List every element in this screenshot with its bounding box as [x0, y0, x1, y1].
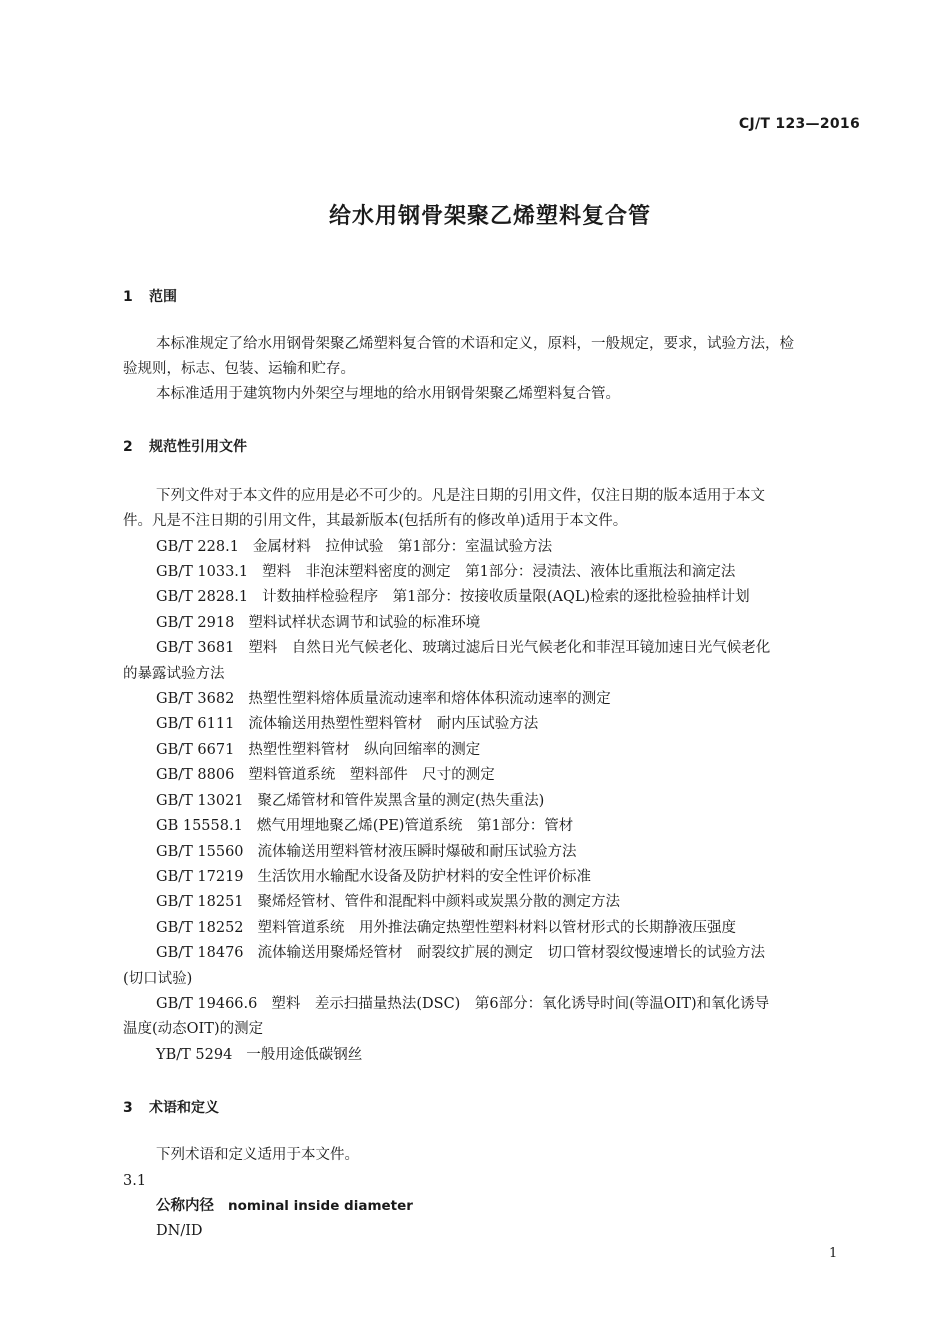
scope-paragraph-1-line-1: 本标准规定了给水用钢骨架聚乙烯塑料复合管的术语和定义，原料，一般规定，要求，试验方法，检 — [156, 336, 794, 352]
reference-code: GB/T 2828.1 — [156, 589, 249, 605]
section-3-heading — [123, 1097, 219, 1117]
document-title: 给水用钢骨架聚乙烯塑料复合管 — [328, 204, 651, 229]
reference-item — [156, 867, 591, 887]
reference-code: GB/T 6671 — [156, 742, 235, 758]
reference-item — [156, 562, 735, 582]
reference-item — [156, 613, 480, 633]
reference-title: 塑料 差示扫描量热法(DSC) 第6部分：氧化诱导时间(等温OIT)和氧化诱导 — [271, 996, 770, 1012]
reference-title: 金属材料 拉伸试验 第1部分：室温试验方法 — [252, 539, 553, 555]
section-number: 3 — [123, 1100, 133, 1116]
reference-title: 流体输送用热塑性塑料管材 耐内压试验方法 — [248, 716, 539, 732]
reference-item — [156, 816, 573, 836]
reference-code: GB/T 3682 — [156, 691, 235, 707]
reference-code: GB/T 3681 — [156, 640, 235, 656]
reference-item — [156, 714, 538, 734]
section-1-heading — [123, 286, 177, 306]
scope-paragraph-1-line-2: 验规则，标志、包装、运输和贮存。 — [123, 361, 355, 377]
section-number: 2 — [123, 439, 133, 455]
reference-item — [156, 791, 544, 811]
term-english: nominal inside diameter — [228, 1198, 413, 1214]
section-title: 范围 — [149, 289, 177, 305]
reference-item — [156, 587, 750, 607]
reference-title: 一般用途低碳钢丝 — [246, 1047, 363, 1063]
reference-code: GB/T 8806 — [156, 767, 235, 783]
reference-code: GB/T 18251 — [156, 894, 244, 910]
reference-item-continuation: (切口试验) — [123, 971, 193, 987]
reference-title: 塑料 自然日光气候老化、玻璃过滤后日光气候老化和菲涅耳镜加速日光气候老化 — [248, 640, 771, 656]
reference-item — [156, 638, 770, 658]
reference-item — [156, 892, 620, 912]
reference-title: 塑料试样状态调节和试验的标准环境 — [248, 615, 481, 631]
reference-title: 塑料管道系统 塑料部件 尺寸的测定 — [248, 767, 495, 783]
reference-title: 生活饮用水输配水设备及防护材料的安全性评价标准 — [257, 869, 592, 885]
reference-code: GB/T 15560 — [156, 844, 244, 860]
reference-title: 流体输送用聚烯烃管材 耐裂纹扩展的测定 切口管材裂纹慢速增长的试验方法 — [257, 945, 766, 961]
section-title: 术语和定义 — [149, 1100, 219, 1116]
term-number: 3.1 — [123, 1173, 147, 1189]
reference-title: 燃气用埋地聚乙烯(PE)管道系统 第1部分：管材 — [256, 818, 574, 834]
reference-item — [156, 943, 765, 963]
reference-item — [156, 740, 480, 760]
term-abbreviation: DN/ID — [156, 1223, 203, 1239]
reference-code: GB/T 17219 — [156, 869, 244, 885]
reference-title: 热塑性塑料管材 纵向回缩率的测定 — [248, 742, 481, 758]
reference-item — [156, 1045, 362, 1065]
standard-code: CJ/T 123—2016 — [738, 116, 860, 132]
reference-code: GB/T 1033.1 — [156, 564, 249, 580]
reference-item-continuation: 的暴露试验方法 — [123, 666, 225, 682]
reference-code: GB/T 18252 — [156, 920, 244, 936]
reference-item — [156, 765, 495, 785]
reference-item — [156, 689, 611, 709]
reference-item-continuation: 温度(动态OIT)的测定 — [123, 1021, 264, 1037]
reference-code: GB/T 6111 — [156, 716, 235, 732]
reference-title: 流体输送用塑料管材液压瞬时爆破和耐压试验方法 — [257, 844, 577, 860]
term-entry — [156, 1196, 413, 1216]
reference-item — [156, 842, 577, 862]
reference-code: GB/T 228.1 — [156, 539, 239, 555]
reference-code: GB/T 19466.6 — [156, 996, 258, 1012]
references-intro-line-1: 下列文件对于本文件的应用是必不可少的。凡是注日期的引用文件，仅注日期的版本适用于本文 — [156, 488, 765, 504]
reference-title: 聚乙烯管材和管件炭黑含量的测定(热失重法) — [257, 793, 545, 809]
terms-intro: 下列术语和定义适用于本文件。 — [156, 1147, 359, 1163]
section-2-heading — [123, 436, 247, 456]
reference-item — [156, 918, 736, 938]
reference-title: 热塑性塑料熔体质量流动速率和熔体体积流动速率的测定 — [248, 691, 611, 707]
page-number: 1 — [829, 1246, 838, 1261]
reference-code: GB/T 2918 — [156, 615, 235, 631]
reference-title: 计数抽样检验程序 第1部分：按接收质量限(AQL)检索的逐批检验抽样计划 — [262, 589, 750, 605]
reference-code: GB 15558.1 — [156, 818, 243, 834]
reference-title: 塑料 非泡沫塑料密度的测定 第1部分：浸渍法、液体比重瓶法和滴定法 — [262, 564, 736, 580]
reference-code: GB/T 18476 — [156, 945, 244, 961]
reference-title: 塑料管道系统 用外推法确定热塑性塑料材料以管材形式的长期静液压强度 — [257, 920, 737, 936]
section-number: 1 — [123, 289, 133, 305]
reference-item — [156, 994, 769, 1014]
reference-item — [156, 537, 552, 557]
reference-title: 聚烯烃管材、管件和混配料中颜料或炭黑分散的测定方法 — [257, 894, 621, 910]
reference-code: GB/T 13021 — [156, 793, 244, 809]
term-chinese: 公称内径 — [156, 1198, 214, 1214]
scope-paragraph-2: 本标准适用于建筑物内外架空与埋地的给水用钢骨架聚乙烯塑料复合管。 — [156, 386, 620, 402]
references-intro-line-2: 件。凡是不注日期的引用文件，其最新版本(包括所有的修改单)适用于本文件。 — [123, 513, 628, 529]
section-title: 规范性引用文件 — [149, 439, 247, 455]
reference-code: YB/T 5294 — [156, 1047, 233, 1063]
